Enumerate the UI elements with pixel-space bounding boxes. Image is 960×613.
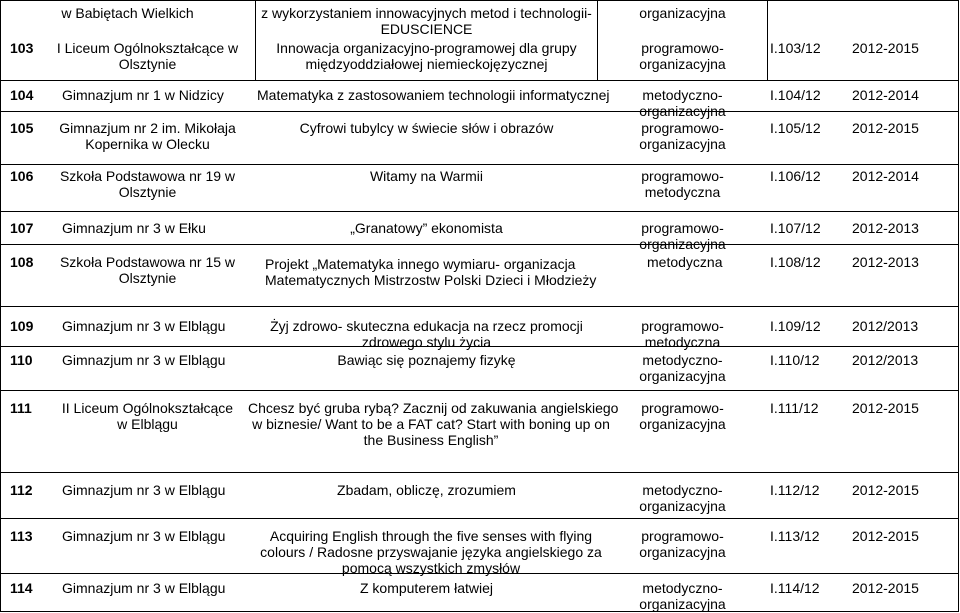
row-110-number: 110 [10, 352, 33, 368]
row-110-years: 2012/2013 [852, 352, 919, 368]
project-line: Innowacja organizacyjno-programowej dla grupy [276, 40, 577, 56]
row-109-number: 109 [10, 318, 34, 334]
row-109-code: I.109/12 [770, 318, 821, 334]
type-line: metodyczno- [642, 87, 723, 103]
project-line: colours / Radosne przyswajanie języka angielskiego za [260, 544, 602, 560]
rule-107-bottom [0, 244, 958, 245]
school-line: Gimnazjum nr 3 w Elblągu [62, 528, 226, 544]
project-line: pomocą wszystkich zmysłów [341, 560, 521, 576]
row-110-code: I.110/12 [770, 352, 820, 368]
row-104-code: I.104/12 [770, 87, 821, 103]
project-line: z wykorzystaniem innowacyjnych metod i technologii- [261, 5, 592, 21]
row-112-years: 2012-2015 [852, 482, 919, 498]
row-111-code: I.111/12 [770, 400, 819, 416]
project-line: Matematyka z zastosowaniem technologii informatycznej [257, 87, 610, 103]
type-line: programowo- [641, 120, 724, 136]
row-106-number: 106 [10, 168, 34, 184]
row-114-type [598, 580, 767, 612]
row-111-project [248, 400, 619, 448]
row-107-code: I.107/12 [770, 220, 821, 236]
row-103-code: I.103/12 [770, 40, 821, 56]
type-line: metodyczna [647, 254, 723, 270]
type-line: metodyczno- [642, 482, 723, 498]
row-top-project [256, 5, 597, 37]
rule-104-bottom [0, 111, 958, 112]
school-line: w Elblągu [117, 416, 178, 432]
row-114-years: 2012-2015 [852, 580, 919, 596]
type-line: organizacyjna [639, 596, 726, 612]
row-108-years: 2012-2013 [852, 254, 919, 270]
row-106-type [598, 168, 767, 200]
type-line: metodyczno- [642, 352, 723, 368]
type-line: organizacyjna [639, 56, 726, 72]
rule-110-bottom [0, 390, 958, 391]
row-114-school [62, 580, 225, 596]
type-line: programowo- [641, 528, 724, 544]
school-line: I Liceum Ogólnokształcące w [56, 40, 239, 56]
row-111-school [40, 400, 255, 432]
type-line: organizacyjna [639, 498, 726, 514]
row-112-project [256, 482, 597, 498]
school-line: Gimnazjum nr 2 im. Mikołaja [59, 120, 236, 136]
school-line: Olsztynie [118, 270, 177, 286]
project-line: Witamy na Warmii [369, 168, 484, 184]
row-104-number: 104 [10, 87, 34, 103]
row-104-type [598, 87, 767, 119]
school-line: Gimnazjum nr 3 w Ełku [62, 220, 206, 236]
row-113-years: 2012-2015 [852, 528, 919, 544]
row-110-school [62, 352, 225, 368]
project-line: Acquiring English through the five senses with flying [269, 528, 593, 544]
type-line: organizacyjna [639, 136, 726, 152]
row-113-type [598, 528, 767, 560]
row-109-school [62, 318, 225, 334]
row-105-project [256, 120, 597, 136]
row-107-project [256, 220, 597, 236]
school-line: Gimnazjum nr 3 w Elblągu [62, 482, 226, 498]
school-line: Gimnazjum nr 1 w Nidzicy [62, 87, 224, 103]
row-111-years: 2012-2015 [852, 400, 919, 416]
type-line: organizacyjna [639, 5, 726, 21]
row-114-code: I.114/12 [770, 580, 820, 596]
row-108-project [265, 256, 596, 288]
col-rule-right [958, 0, 959, 612]
row-109-type [598, 318, 767, 350]
type-line: organizacyjna [639, 416, 726, 432]
row-105-type [598, 120, 767, 152]
rule-106-bottom [0, 211, 958, 212]
school-line: w Babiętach Wielkich [61, 5, 194, 21]
type-line: metodyczno- [642, 580, 723, 596]
project-line: międzyoddziałowej niemieckojęzycznej [305, 56, 548, 72]
row-114-project [256, 580, 597, 596]
row-103-type [598, 40, 767, 72]
row-108-school [40, 254, 255, 286]
row-107-school [62, 220, 206, 236]
row-108-code: I.108/12 [770, 254, 821, 270]
row-105-school [40, 120, 255, 152]
project-line: Chcesz być gruba rybą? Zacznij od zakuwania angielskiego [248, 400, 619, 416]
row-112-number: 112 [10, 482, 33, 498]
row-112-code: I.112/12 [770, 482, 820, 498]
row-109-years: 2012/2013 [852, 318, 919, 334]
rule-108-bottom [0, 306, 958, 307]
project-line: zdrowego stylu życia [361, 334, 492, 350]
rule-bottom [0, 611, 958, 612]
project-line: Zbadam, obliczę, zrozumiem [337, 482, 516, 498]
school-line: Szkoła Podstawowa nr 19 w [59, 168, 236, 184]
project-line: Bawiąc się poznajemy fizykę [337, 352, 516, 368]
project-line: w biznesie/ Want to be a FAT cat? Start with boning up on [252, 416, 610, 432]
school-line: Szkoła Podstawowa nr 15 w [59, 254, 236, 270]
row-110-project [256, 352, 597, 368]
row-113-school [62, 528, 225, 544]
type-line: organizacyjna [639, 236, 726, 252]
school-line: Olsztynie [118, 56, 177, 72]
project-line: EDUSCIENCE [380, 21, 473, 37]
col-rule-left [0, 0, 1, 612]
col-rule-type-top [767, 0, 768, 81]
type-line: organizacyjna [639, 368, 726, 384]
type-line: programowo- [641, 40, 724, 56]
row-top-school [0, 5, 255, 21]
row-113-project [250, 528, 612, 576]
rule-103-bottom [0, 80, 958, 81]
project-line: Żyj zdrowo- skuteczna edukacja na rzecz promocji [270, 318, 583, 334]
row-113-number: 113 [10, 528, 33, 544]
row-111-number: 111 [10, 400, 32, 416]
row-107-number: 107 [10, 220, 34, 236]
type-line: metodyczna [644, 334, 721, 350]
school-line: Kopernika w Olecku [85, 136, 210, 152]
row-103-number: 103 [10, 40, 34, 56]
row-105-years: 2012-2015 [852, 120, 919, 136]
row-106-years: 2012-2014 [852, 168, 919, 184]
row-104-years: 2012-2014 [852, 87, 919, 103]
project-line: Z komputerem łatwiej [359, 580, 494, 596]
row-top-type [598, 5, 767, 21]
row-103-school [40, 40, 255, 72]
row-103-years: 2012-2015 [852, 40, 919, 56]
row-106-project [256, 168, 597, 184]
row-105-number: 105 [10, 120, 34, 136]
project-line: the Business English” [363, 432, 499, 448]
rule-top [0, 0, 958, 1]
type-line: programowo- [641, 400, 724, 416]
type-line: programowo- [641, 318, 724, 334]
type-line: organizacyjna [639, 544, 726, 560]
school-line: Gimnazjum nr 3 w Elblągu [62, 352, 226, 368]
school-line: Olsztynie [118, 184, 177, 200]
row-114-number: 114 [10, 580, 33, 596]
row-111-type [598, 400, 767, 432]
row-104-school [62, 87, 224, 103]
row-107-type [598, 220, 767, 252]
school-line: Gimnazjum nr 3 w Elblągu [62, 580, 226, 596]
row-110-type [598, 352, 767, 384]
type-line: programowo- [641, 220, 724, 236]
row-109-project [256, 318, 597, 350]
row-106-school [40, 168, 255, 200]
row-103-project [256, 40, 597, 72]
project-line: Matematycznych Mistrzostw Polski Dzieci i Młodzieży [265, 272, 597, 288]
project-line: „Granatowy” ekonomista [350, 220, 503, 236]
row-112-school [62, 482, 225, 498]
school-line: Gimnazjum nr 3 w Elblągu [62, 318, 226, 334]
row-104-project [257, 87, 610, 103]
row-113-code: I.113/12 [770, 528, 820, 544]
rule-105-bottom [0, 164, 958, 165]
row-108-number: 108 [10, 254, 34, 270]
row-112-type [598, 482, 767, 514]
school-line: II Liceum Ogólnokształcące [61, 400, 234, 416]
row-107-years: 2012-2013 [852, 220, 919, 236]
type-line: programowo- [641, 168, 724, 184]
type-line: organizacyjna [639, 103, 726, 119]
project-line: Projekt „Matematyka innego wymiaru- organizacja [265, 256, 576, 272]
row-105-code: I.105/12 [770, 120, 821, 136]
type-line: metodyczna [644, 184, 721, 200]
row-106-code: I.106/12 [770, 168, 821, 184]
rule-112-bottom [0, 518, 958, 519]
project-line: Cyfrowi tubylcy w świecie słów i obrazów [299, 120, 554, 136]
row-108-type [647, 254, 722, 270]
rule-111-bottom [0, 472, 958, 473]
